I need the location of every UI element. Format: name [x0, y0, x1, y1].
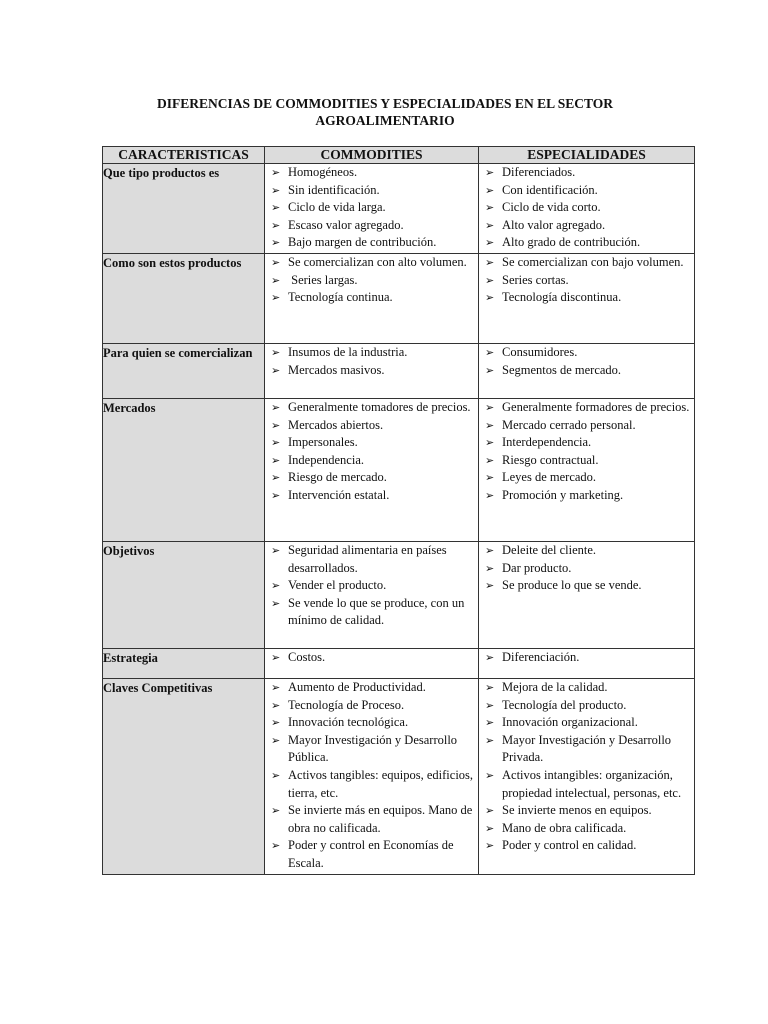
arrowhead-bullet-icon: ➢	[485, 401, 495, 414]
list-item: ➢ Intervención estatal.	[268, 487, 478, 505]
list-item: ➢ Series largas.	[268, 272, 478, 290]
header-row	[103, 147, 695, 164]
list-item: ➢ Tecnología de Proceso.	[268, 697, 478, 715]
arrowhead-bullet-icon: ➢	[271, 453, 281, 467]
arrowhead-bullet-icon: ➢	[271, 166, 281, 179]
arrowhead-bullet-icon: ➢	[271, 291, 281, 305]
table-row	[103, 344, 695, 399]
especialidades-cell	[479, 164, 695, 254]
especialidades-cell	[479, 254, 695, 344]
list-item: ➢ Se vende lo que se produce, con un mínimo de calidad.	[271, 595, 468, 628]
list-item: ➢ Activos tangibles: equipos, edificios, tierra, etc.	[271, 767, 477, 800]
list-item: ➢ Promoción y marketing.	[482, 487, 694, 505]
list-item: ➢ Sin identificación.	[268, 182, 478, 200]
especialidades-cell	[479, 679, 695, 875]
list-item: ➢ Alto grado de contribución.	[482, 234, 694, 252]
arrowhead-bullet-icon: ➢	[271, 273, 281, 287]
arrowhead-bullet-icon: ➢	[271, 401, 281, 414]
commodities-cell	[265, 344, 479, 399]
arrowhead-bullet-icon: ➢	[271, 681, 281, 694]
list-item: ➢ Homogéneos.	[268, 164, 478, 182]
list-item: ➢ Se produce lo que se vende.	[482, 577, 694, 595]
list-item: ➢ Mejora de la calidad.	[482, 679, 694, 697]
arrowhead-bullet-icon: ➢	[271, 201, 281, 215]
header-caracteristicas: CARACTERISTICAS	[103, 147, 265, 164]
arrowhead-bullet-icon: ➢	[485, 453, 495, 467]
arrowhead-bullet-icon: ➢	[271, 418, 281, 432]
arrowhead-bullet-icon: ➢	[485, 544, 495, 557]
arrowhead-bullet-icon: ➢	[485, 166, 495, 179]
list-item: ➢ Diferenciados.	[482, 164, 694, 182]
list-item: ➢ Ciclo de vida corto.	[482, 199, 694, 217]
list-item: ➢ Innovación organizacional.	[482, 714, 694, 732]
arrowhead-bullet-icon: ➢	[271, 733, 281, 747]
arrowhead-bullet-icon: ➢	[485, 183, 495, 197]
arrowhead-bullet-icon: ➢	[485, 561, 495, 575]
list-item: ➢ Tecnología continua.	[268, 289, 478, 307]
list-item: ➢ Riesgo contractual.	[482, 452, 694, 470]
list-item: ➢ Poder y control en calidad.	[482, 837, 694, 855]
table-row	[103, 254, 695, 344]
list-item: ➢ Con identificación.	[482, 182, 694, 200]
arrowhead-bullet-icon: ➢	[271, 488, 281, 502]
list-item: ➢ Mayor Investigación y Desarrollo Privada.	[485, 732, 675, 765]
table-row	[103, 164, 695, 254]
feature-cell: Que tipo productos es	[103, 164, 265, 254]
list-item: ➢ Riesgo de mercado.	[268, 469, 478, 487]
list-item: ➢ Interdependencia.	[482, 434, 694, 452]
list-item: ➢ Tecnología discontinua.	[482, 289, 694, 307]
arrowhead-bullet-icon: ➢	[485, 346, 495, 359]
arrowhead-bullet-icon: ➢	[271, 544, 281, 557]
arrowhead-bullet-icon: ➢	[485, 821, 495, 835]
arrowhead-bullet-icon: ➢	[485, 256, 495, 269]
feature-cell: Como son estos productos	[103, 254, 265, 344]
arrowhead-bullet-icon: ➢	[485, 273, 495, 287]
arrowhead-bullet-icon: ➢	[485, 839, 495, 853]
arrowhead-bullet-icon: ➢	[271, 436, 281, 450]
table-row	[103, 679, 695, 875]
header-especialidades: ESPECIALIDADES	[479, 147, 695, 164]
arrowhead-bullet-icon: ➢	[485, 488, 495, 502]
document-title	[100, 95, 670, 129]
arrowhead-bullet-icon: ➢	[485, 698, 495, 712]
list-item: ➢ Tecnología del producto.	[482, 697, 694, 715]
arrowhead-bullet-icon: ➢	[271, 839, 281, 853]
especialidades-cell	[479, 542, 695, 649]
arrowhead-bullet-icon: ➢	[485, 716, 495, 730]
list-item: ➢ Se comercializan con alto volumen.	[268, 254, 478, 272]
list-item: ➢ Escaso valor agregado.	[268, 217, 478, 235]
arrowhead-bullet-icon: ➢	[271, 218, 281, 232]
list-item: ➢ Aumento de Productividad.	[268, 679, 478, 697]
feature-cell: Mercados	[103, 399, 265, 542]
arrowhead-bullet-icon: ➢	[485, 579, 495, 593]
list-item: ➢ Leyes de mercado.	[482, 469, 694, 487]
arrowhead-bullet-icon: ➢	[485, 436, 495, 450]
table-row	[103, 649, 695, 679]
list-item: ➢ Costos.	[268, 649, 478, 667]
list-item: ➢ Diferenciación.	[482, 649, 694, 667]
commodities-cell	[265, 164, 479, 254]
arrowhead-bullet-icon: ➢	[485, 363, 495, 377]
arrowhead-bullet-icon: ➢	[485, 681, 495, 694]
list-item: ➢ Generalmente tomadores de precios.	[268, 399, 478, 417]
arrowhead-bullet-icon: ➢	[271, 471, 281, 485]
arrowhead-bullet-icon: ➢	[271, 236, 281, 250]
list-item: ➢ Seguridad alimentaria en países desarrollados.	[271, 543, 450, 575]
list-item: ➢ Deleite del cliente.	[482, 542, 694, 560]
list-item: ➢ Insumos de la industria.	[268, 344, 478, 362]
arrowhead-bullet-icon: ➢	[271, 768, 281, 782]
list-item: ➢ Innovación tecnológica.	[268, 714, 478, 732]
arrowhead-bullet-icon: ➢	[485, 236, 495, 250]
list-item: ➢ Dar producto.	[482, 560, 694, 578]
arrowhead-bullet-icon: ➢	[485, 418, 495, 432]
arrowhead-bullet-icon: ➢	[271, 363, 281, 377]
arrowhead-bullet-icon: ➢	[271, 651, 281, 664]
list-item: ➢ Impersonales.	[268, 434, 478, 452]
title-line-2: AGROALIMENTARIO	[315, 113, 455, 128]
list-item: ➢ Independencia.	[268, 452, 478, 470]
list-item: ➢ Mercados abiertos.	[268, 417, 478, 435]
list-item: ➢ Segmentos de mercado.	[482, 362, 694, 380]
especialidades-cell	[479, 344, 695, 399]
arrowhead-bullet-icon: ➢	[485, 291, 495, 305]
feature-cell: Objetivos	[103, 542, 265, 649]
list-item: ➢ Se invierte menos en equipos.	[482, 802, 694, 820]
list-item: ➢ Vender el producto.	[268, 577, 478, 595]
table-row	[103, 399, 695, 542]
list-item: ➢ Activos intangibles: organización, propiedad intelectual, personas, etc.	[485, 767, 682, 800]
feature-cell: Estrategia	[103, 649, 265, 679]
arrowhead-bullet-icon: ➢	[485, 733, 495, 747]
comparison-table	[102, 146, 695, 875]
table-row	[103, 542, 695, 649]
arrowhead-bullet-icon: ➢	[271, 596, 281, 610]
list-item: ➢ Mercado cerrado personal.	[482, 417, 694, 435]
list-item: ➢ Ciclo de vida larga.	[268, 199, 478, 217]
list-item: ➢ Series cortas.	[482, 272, 694, 290]
arrowhead-bullet-icon: ➢	[271, 716, 281, 730]
especialidades-cell	[479, 649, 695, 679]
arrowhead-bullet-icon: ➢	[485, 471, 495, 485]
list-item: ➢ Generalmente formadores de precios.	[482, 399, 694, 417]
arrowhead-bullet-icon: ➢	[271, 256, 281, 269]
arrowhead-bullet-icon: ➢	[485, 201, 495, 215]
arrowhead-bullet-icon: ➢	[271, 579, 281, 593]
arrowhead-bullet-icon: ➢	[485, 651, 495, 664]
arrowhead-bullet-icon: ➢	[485, 804, 495, 818]
commodities-cell	[265, 399, 479, 542]
list-item: ➢ Mercados masivos.	[268, 362, 478, 380]
list-item: ➢ Mayor Investigación y Desarrollo Pública.	[271, 732, 461, 765]
list-item: ➢ Mano de obra calificada.	[482, 820, 694, 838]
commodities-cell	[265, 542, 479, 649]
title-line-1: DIFERENCIAS DE COMMODITIES Y ESPECIALIDADES EN EL SECTOR	[157, 96, 613, 111]
arrowhead-bullet-icon: ➢	[485, 218, 495, 232]
commodities-cell	[265, 649, 479, 679]
list-item: ➢ Alto valor agregado.	[482, 217, 694, 235]
arrowhead-bullet-icon: ➢	[485, 768, 495, 782]
commodities-cell	[265, 679, 479, 875]
list-item: ➢ Se comercializan con bajo volumen.	[482, 254, 694, 272]
arrowhead-bullet-icon: ➢	[271, 183, 281, 197]
commodities-cell	[265, 254, 479, 344]
list-item: ➢ Se invierte más en equipos. Mano de obra no calificada.	[271, 803, 476, 835]
especialidades-cell	[479, 399, 695, 542]
list-item: ➢ Consumidores.	[482, 344, 694, 362]
arrowhead-bullet-icon: ➢	[271, 698, 281, 712]
arrowhead-bullet-icon: ➢	[271, 804, 281, 818]
list-item: ➢ Bajo margen de contribución.	[268, 234, 478, 252]
feature-cell: Para quien se comercializan	[103, 344, 265, 399]
header-commodities: COMMODITIES	[265, 147, 479, 164]
feature-cell: Claves Competitivas	[103, 679, 265, 875]
list-item: ➢ Poder y control en Economías de Escala.	[271, 838, 457, 870]
arrowhead-bullet-icon: ➢	[271, 346, 281, 359]
